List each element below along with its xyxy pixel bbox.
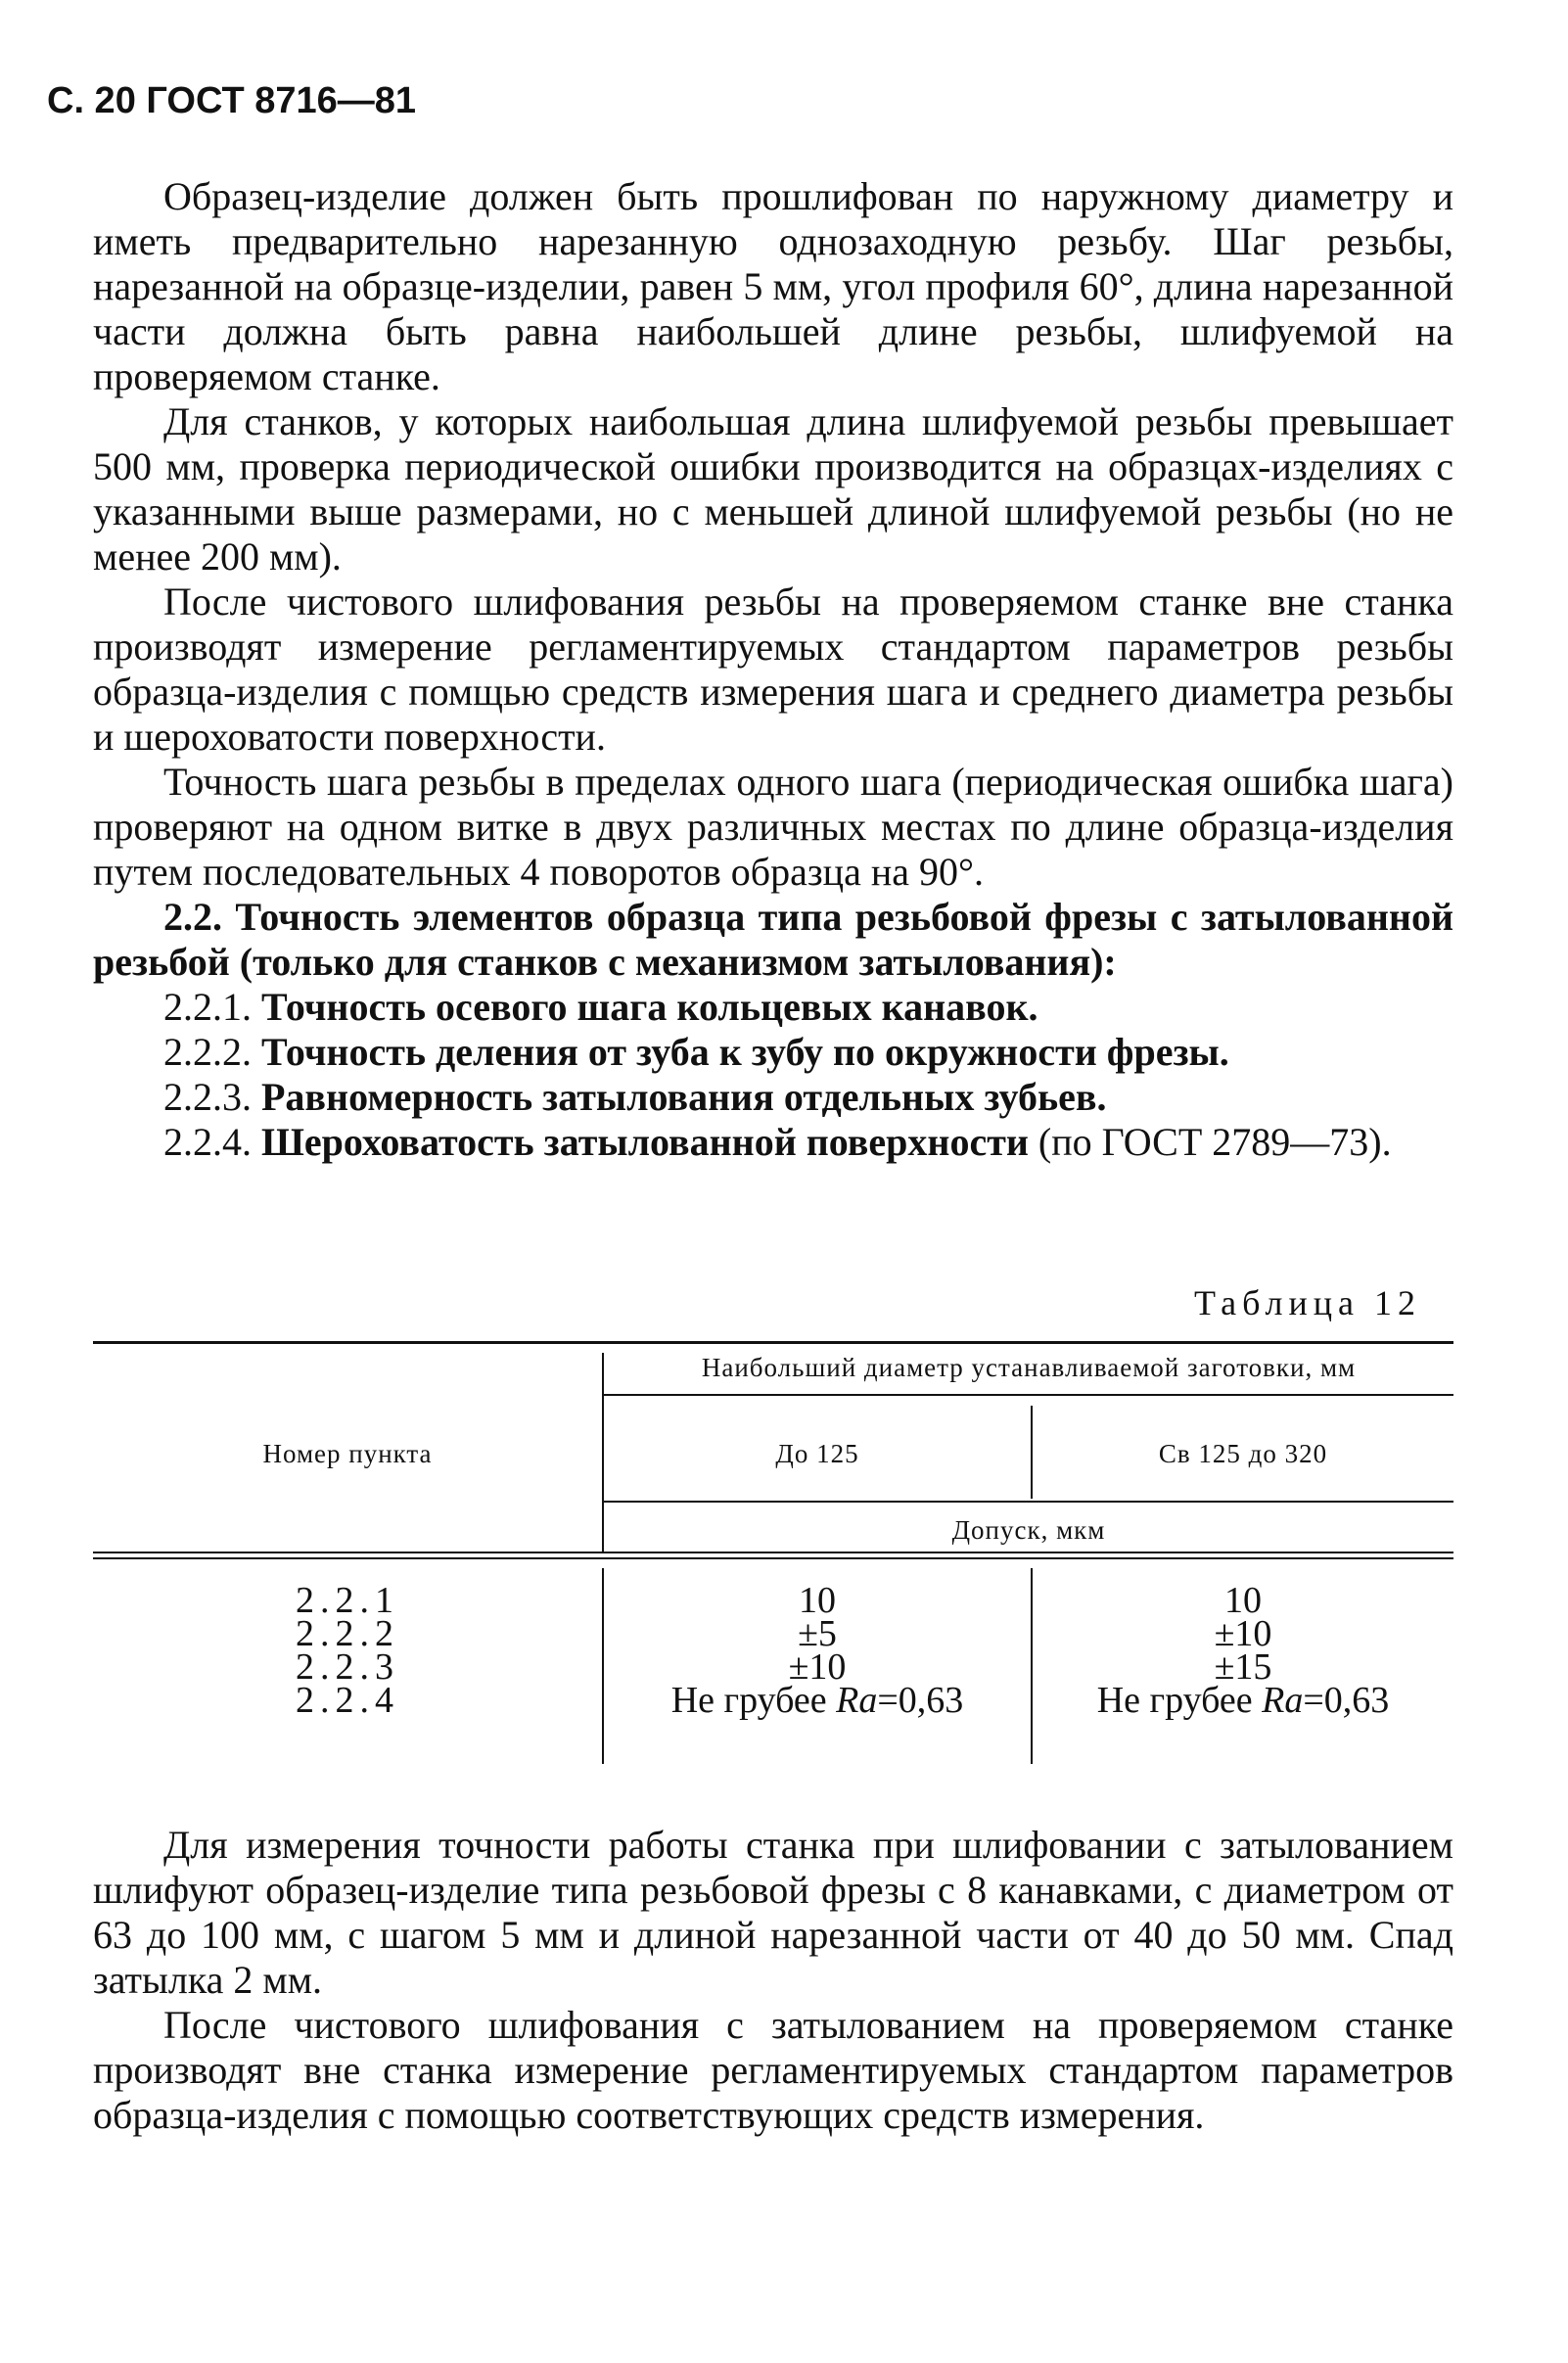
column-up-to-125 [604, 1580, 1031, 1721]
paragraph: Для станков, у которых наибольшая длина шлифуемой резьбы превышает 500 мм, проверка периодической ошибки производится на образцах-изделиях с указанными выше размерами, но с меньшей длиной шлифуемой резьбы (но не менее 200 мм). [93, 399, 1453, 579]
roughness-symbol: Ra [836, 1680, 878, 1721]
section-heading-2-2: 2.2. Точность элементов образца типа резьбовой фрезы с затылованной резьбой (только для станков с механизмом затылования): [93, 895, 1453, 984]
table-cell: 2.2.2 [296, 1613, 399, 1654]
item-text: Равномерность затылования отдельных зубьев. [261, 1075, 1107, 1119]
body-text-bottom [93, 1823, 1453, 2138]
table-cell: 2.2.1 [296, 1580, 399, 1621]
item-number: 2.2.3. [163, 1075, 252, 1119]
paragraph: Точность шага резьбы в пределах одного шага (периодическая ошибка шага) проверяют на одном витке в двух различных местах по длине образца-изделия путем последовательных 4 поворотов образца на 90°. [93, 760, 1453, 894]
paragraph: После чистового шлифования резьбы на проверяемом станке вне станка производят измерение регламентируемых стандартом параметров резьбы образца-изделия с помщью средств измерения шага и среднего диаметра резьбы и шероховатости поверхности. [93, 579, 1453, 759]
header-max-diameter: Наибольший диаметр устанавливаемой заготовки, мм [701, 1353, 1357, 1382]
item-2-2-3 [93, 1075, 1453, 1120]
running-head: С. 20 ГОСТ 8716—81 [47, 80, 417, 121]
item-number: 2.2.2. [163, 1030, 252, 1074]
header-tolerance: Допуск, мкм [951, 1515, 1106, 1545]
table-caption: Таблица 12 [1194, 1283, 1421, 1322]
paragraph: Образец-изделие должен быть прошлифован по наружному диаметру и иметь предварительно нарезанную однозаходную резьбу. Шаг резьбы, нарезанной на образце-изделии, равен 5 мм, угол профиля 60°, длина нарезанной части должна быть равна наибольшей длине резьбы, шлифуемой на проверяемом станке. [93, 174, 1453, 398]
table-cell [1033, 1646, 1453, 1688]
header-divider [602, 1394, 1453, 1396]
cell-text: 10 [799, 1580, 836, 1621]
header-up-to-125: До 125 [775, 1439, 859, 1468]
table-top-rule [93, 1341, 1453, 1344]
body-text-top [93, 174, 1453, 1165]
item-text: Точность осевого шага кольцевых канавок. [261, 985, 1038, 1029]
paragraph: Для измерения точности работы станка при шлифовании с затылованием шлифуют образец-изделие типа резьбовой фрезы с 8 канавками, с диаметром от 63 до 100 мм, с шагом 5 мм и длиной нарезанной части от 40 до 50 мм. Спад затылка 2 мм. [93, 1823, 1453, 2002]
item-text: Точность деления от зуба к зубу по окружности фрезы. [261, 1030, 1229, 1074]
table-cell [604, 1680, 1031, 1721]
column-125-to-320 [1033, 1580, 1453, 1721]
item-2-2-4 [93, 1120, 1453, 1165]
paragraph: После чистового шлифования с затылованием на проверяемом станке производят вне станка измерение регламентируемых стандартом параметров образца-изделия с помощью соответствующих средств измерения. [93, 2003, 1453, 2137]
table-cell: 2.2.3 [296, 1646, 399, 1688]
item-2-2-2 [93, 1030, 1453, 1075]
item-text: Шероховатость затылованной поверхности [261, 1120, 1029, 1164]
header-item-number: Номер пункта [262, 1439, 433, 1468]
header-bottom-rule [93, 1557, 1453, 1559]
table-cell [1033, 1613, 1453, 1654]
column-item-numbers [93, 1580, 602, 1721]
cell-text: ±10 [788, 1646, 847, 1688]
cell-text: Не грубее [670, 1680, 837, 1721]
tolerance-table [93, 1341, 1453, 1772]
header-125-to-320: Св 125 до 320 [1158, 1439, 1328, 1468]
cell-text: ±15 [1214, 1646, 1272, 1688]
cell-text: ±5 [798, 1613, 837, 1654]
item-reference: (по ГОСТ 2789—73). [1038, 1120, 1392, 1164]
header-divider [602, 1501, 1453, 1503]
cell-text: =0,63 [877, 1680, 964, 1721]
cell-text: =0,63 [1303, 1680, 1390, 1721]
table-cell [1033, 1680, 1453, 1721]
table-cell [604, 1580, 1031, 1621]
item-number: 2.2.1. [163, 985, 252, 1029]
cell-text: 10 [1224, 1580, 1262, 1621]
table-cell [604, 1613, 1031, 1654]
item-2-2-1 [93, 985, 1453, 1030]
roughness-symbol: Ra [1262, 1680, 1304, 1721]
cell-text: Не грубее [1096, 1680, 1263, 1721]
item-number: 2.2.4. [163, 1120, 252, 1164]
table-cell: 2.2.4 [296, 1680, 399, 1721]
table-cell [604, 1646, 1031, 1688]
table-cell [1033, 1580, 1453, 1621]
header-bottom-rule [93, 1552, 1453, 1553]
cell-text: ±10 [1214, 1613, 1272, 1654]
